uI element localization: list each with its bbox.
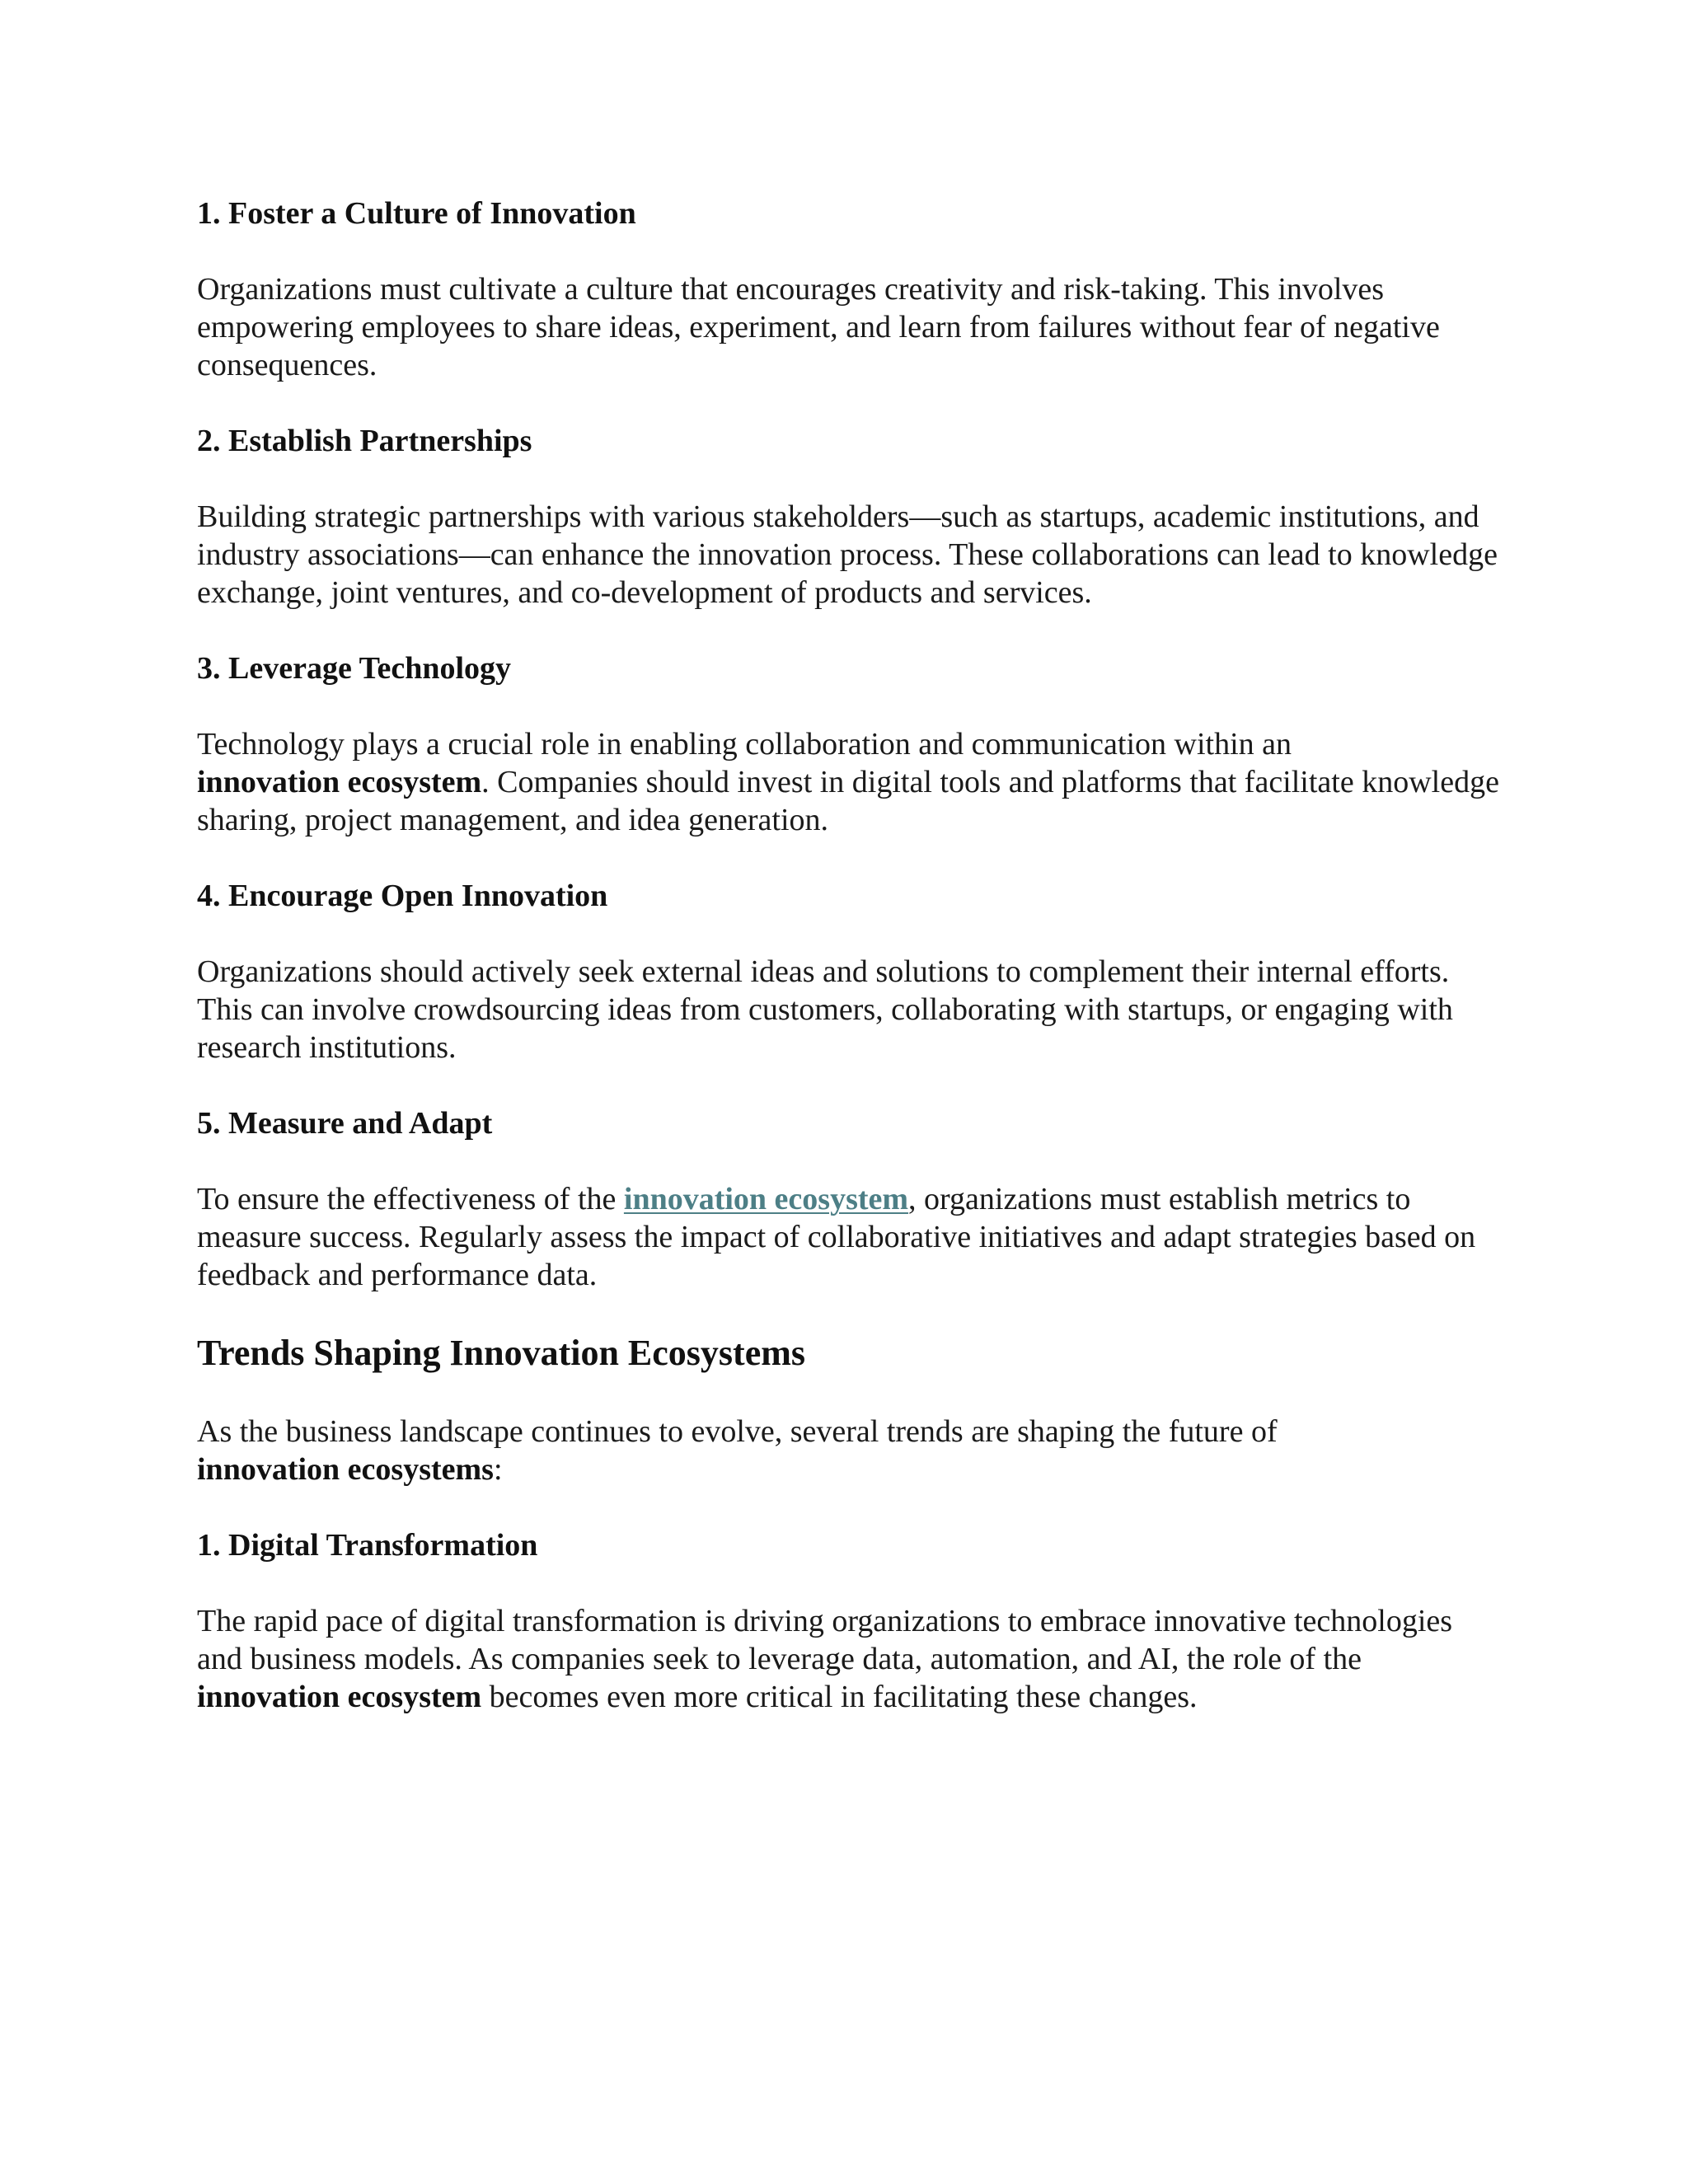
- body-text-post: . Companies should invest in digital tools and platforms that facilitate knowledge sharing, project management, and idea generation.: [197, 765, 1499, 837]
- body-text-pre: To ensure the effectiveness of the: [197, 1182, 624, 1216]
- section-body-open-innovation: Organizations should actively seek external ideas and solutions to complement their internal efforts. This can involve crowdsourcing ideas from customers, collaborating with startups, or engaging with research institutions.: [197, 954, 1453, 1065]
- body-text-pre: Technology plays a crucial role in enabling collaboration and communication within an: [197, 727, 1292, 762]
- body-text-post: , organizations must establish metrics to measure success. Regularly assess the impact of collaborative initiatives and adapt strategies based on feedback and performance data.: [197, 1182, 1476, 1292]
- section-body-establish-partnerships: Building strategic partnerships with various stakeholders—such as startups, academic institutions, and industry associations—can enhance the innovation process. These collaborations can lead to knowledge exchange, joint ventures, and co-development of products and services.: [197, 499, 1498, 610]
- section-heading-leverage-technology: 3. Leverage Technology: [197, 651, 512, 686]
- document-page: [197, 194, 1499, 1716]
- trend-body-digital-transformation: [197, 1602, 1499, 1716]
- bold-term: innovation ecosystem: [197, 1680, 482, 1714]
- body-text-post: becomes even more critical in facilitating these changes.: [481, 1680, 1198, 1714]
- section-heading-measure-adapt: 5. Measure and Adapt: [197, 1106, 493, 1141]
- section-heading-foster-culture: 1. Foster a Culture of Innovation: [197, 196, 636, 231]
- body-text-pre: As the business landscape continues to evolve, several trends are shaping the future of: [197, 1414, 1278, 1449]
- section-heading-open-innovation: 4. Encourage Open Innovation: [197, 879, 608, 913]
- section-heading-establish-partnerships: 2. Establish Partnerships: [197, 424, 532, 458]
- trends-intro: [197, 1413, 1499, 1488]
- trends-title: Trends Shaping Innovation Ecosystems: [197, 1333, 806, 1373]
- section-body-measure-adapt: [197, 1180, 1499, 1294]
- bold-term: innovation ecosystem: [197, 765, 482, 799]
- trend-heading-digital-transformation: 1. Digital Transformation: [197, 1528, 538, 1563]
- section-body-leverage-technology: [197, 725, 1499, 839]
- body-text-pre: The rapid pace of digital transformation is driving organizations to embrace innovative technologies and business models. As companies seek to leverage data, automation, and AI, the role of the: [197, 1604, 1453, 1676]
- body-text-post: :: [493, 1452, 503, 1487]
- innovation-ecosystem-link[interactable]: innovation ecosystem: [623, 1182, 909, 1216]
- bold-term: innovation ecosystems: [197, 1452, 494, 1487]
- section-body-foster-culture: Organizations must cultivate a culture that encourages creativity and risk-taking. This involves empowering employees to share ideas, experiment, and learn from failures without fear of negative consequences.: [197, 272, 1440, 382]
